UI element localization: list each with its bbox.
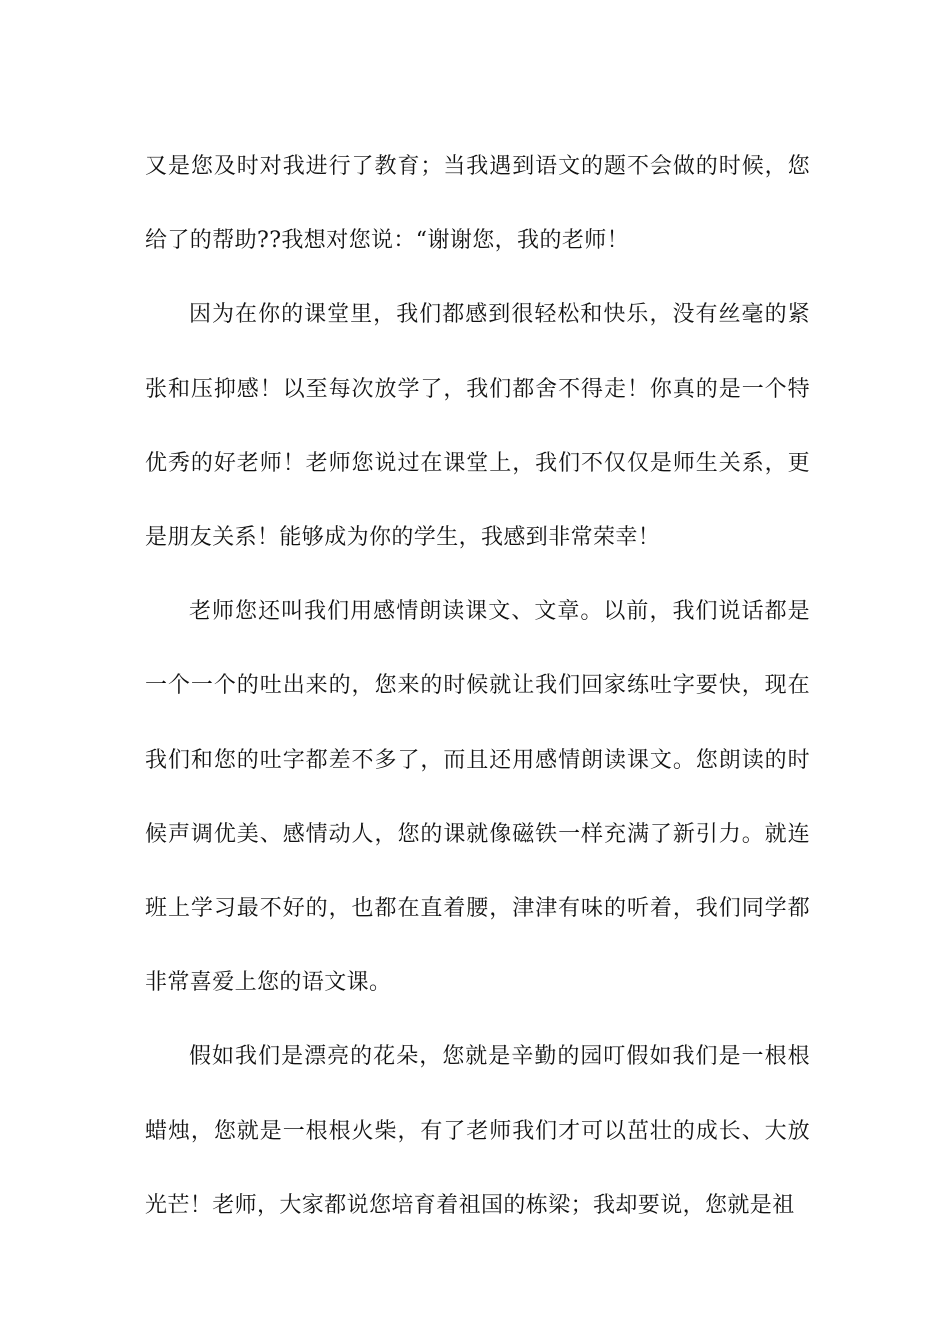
document-body	[145, 130, 810, 1243]
paragraph-4: 假如我们是漂亮的花朵，您就是辛勤的园叮假如我们是一根根蜡烛，您就是一根根火柴，有了老师我们才可以茁壮的成长、大放光芒！老师，大家都说您培育着祖国的栋梁；我却要说，您就是祖	[145, 1044, 810, 1218]
paragraph-2: 因为在你的课堂里，我们都感到很轻松和快乐，没有丝毫的紧张和压抑感！以至每次放学了，我们都舍不得走！你真的是一个特优秀的好老师！老师您说过在课堂上，我们不仅仅是师生关系，更是朋友关系！能够成为你的学生，我感到非常荣幸！	[145, 302, 810, 551]
paragraph-3: 老师您还叫我们用感情朗读课文、文章。以前，我们说话都是一个一个的吐出来的，您来的时候就让我们回家练吐字要快，现在我们和您的吐字都差不多了，而且还用感情朗读课文。您朗读的时候声调优美、感情动人，您的课就像磁铁一样充满了新引力。就连班上学习最不好的，也都在直着腰，津津有味的听着，我们同学都非常喜爱上您的语文课。	[145, 599, 810, 996]
paragraph-1: 又是您及时对我进行了教育；当我遇到语文的题不会做的时候，您给了的帮助??我想对您说：“谢谢您，我的老师！	[145, 154, 810, 254]
